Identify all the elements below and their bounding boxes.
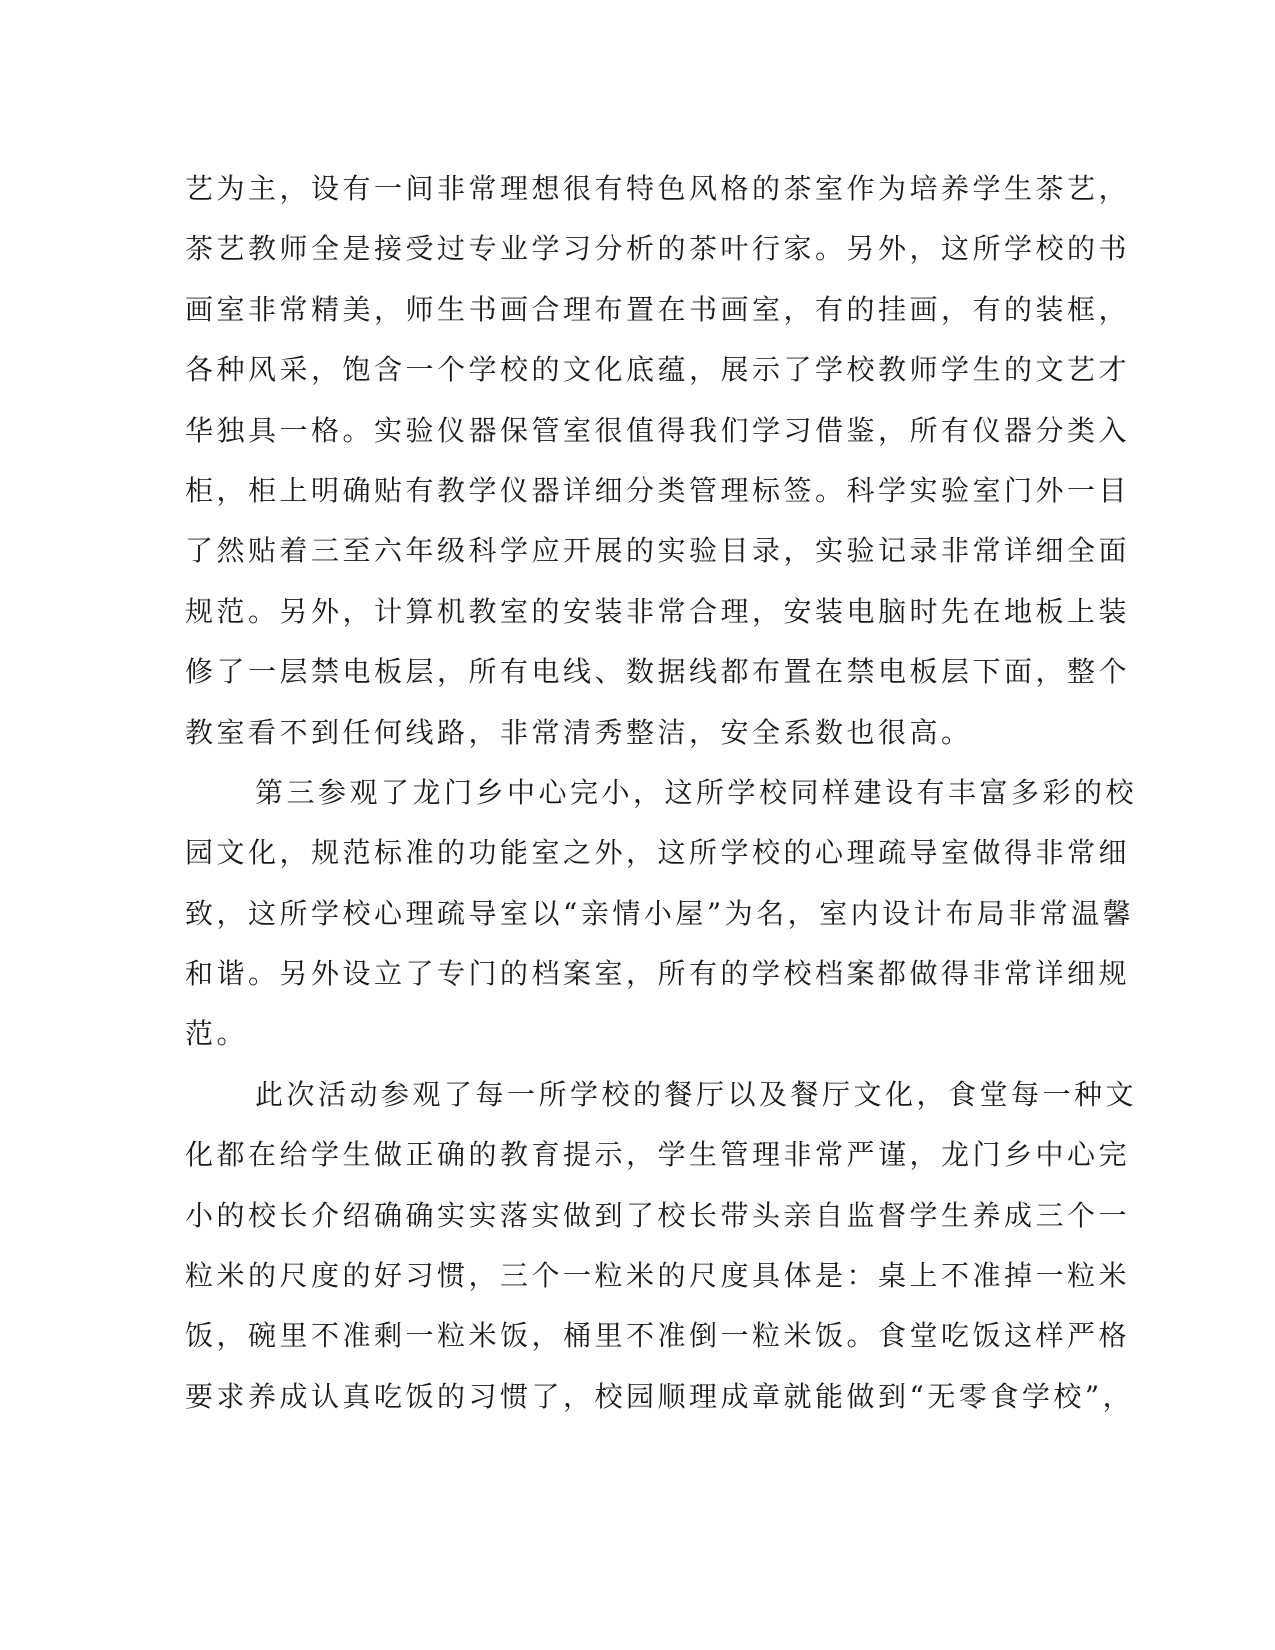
text-line: 要求养成认真吃饭的习惯了，校园顺理成章就能做到“无零食学校”， <box>185 1379 1135 1413</box>
text-line: 华独具一格。实验仪器保管室很值得我们学习借鉴，所有仪器分类入 <box>185 413 1131 447</box>
paragraph-first-line: 此次活动参观了每一所学校的餐厅以及餐厅文化，食堂每一种文 <box>255 1077 1138 1111</box>
text-line: 致，这所学校心理疏导室以“亲情小屋”为名，室内设计布局非常温馨 <box>185 896 1135 930</box>
body-text <box>185 159 1138 1427</box>
text-line: 和谐。另外设立了专门的档案室，所有的学校档案都做得非常详细规 <box>185 957 1131 991</box>
text-line: 教室看不到任何线路，非常清秀整洁，安全系数也很高。 <box>185 715 973 749</box>
text-line: 茶艺教师全是接受过专业学习分析的茶叶行家。另外，这所学校的书 <box>185 232 1131 266</box>
paragraph-first-line: 第三参观了龙门乡中心完小，这所学校同样建设有丰富多彩的校 <box>255 775 1138 809</box>
text-line: 艺为主，设有一间非常理想很有特色风格的茶室作为培养学生茶艺， <box>185 172 1131 205</box>
text-line: 范。 <box>185 1017 249 1051</box>
text-line: 修了一层禁电板层，所有电线、数据线都布置在禁电板层下面，整个 <box>185 655 1131 689</box>
text-line: 饭，碗里不准剩一粒米饭，桶里不准倒一粒米饭。食堂吃饭这样严格 <box>185 1319 1131 1353</box>
text-line: 化都在给学生做正确的教育提示，学生管理非常严谨，龙门乡中心完 <box>185 1138 1131 1172</box>
text-line: 了然贴着三至六年级科学应开展的实验目录，实验记录非常详细全面 <box>185 534 1131 568</box>
text-line: 画室非常精美，师生书画合理布置在书画室，有的挂画，有的装框， <box>185 292 1131 326</box>
text-line: 园文化，规范标准的功能室之外，这所学校的心理疏导室做得非常细 <box>185 836 1131 870</box>
text-line: 规范。另外，计算机教室的安装非常合理，安装电脑时先在地板上装 <box>185 594 1131 628</box>
text-line: 粒米的尺度的好习惯，三个一粒米的尺度具体是：桌上不准掉一粒米 <box>185 1259 1131 1293</box>
text-line: 柜，柜上明确贴有教学仪器详细分类管理标签。科学实验室门外一目 <box>185 473 1131 507</box>
text-line: 各种风采，饱含一个学校的文化底蕴，展示了学校教师学生的文艺才 <box>185 353 1131 387</box>
text-line: 小的校长介绍确确实实落实做到了校长带头亲自监督学生养成三个一 <box>185 1198 1131 1232</box>
